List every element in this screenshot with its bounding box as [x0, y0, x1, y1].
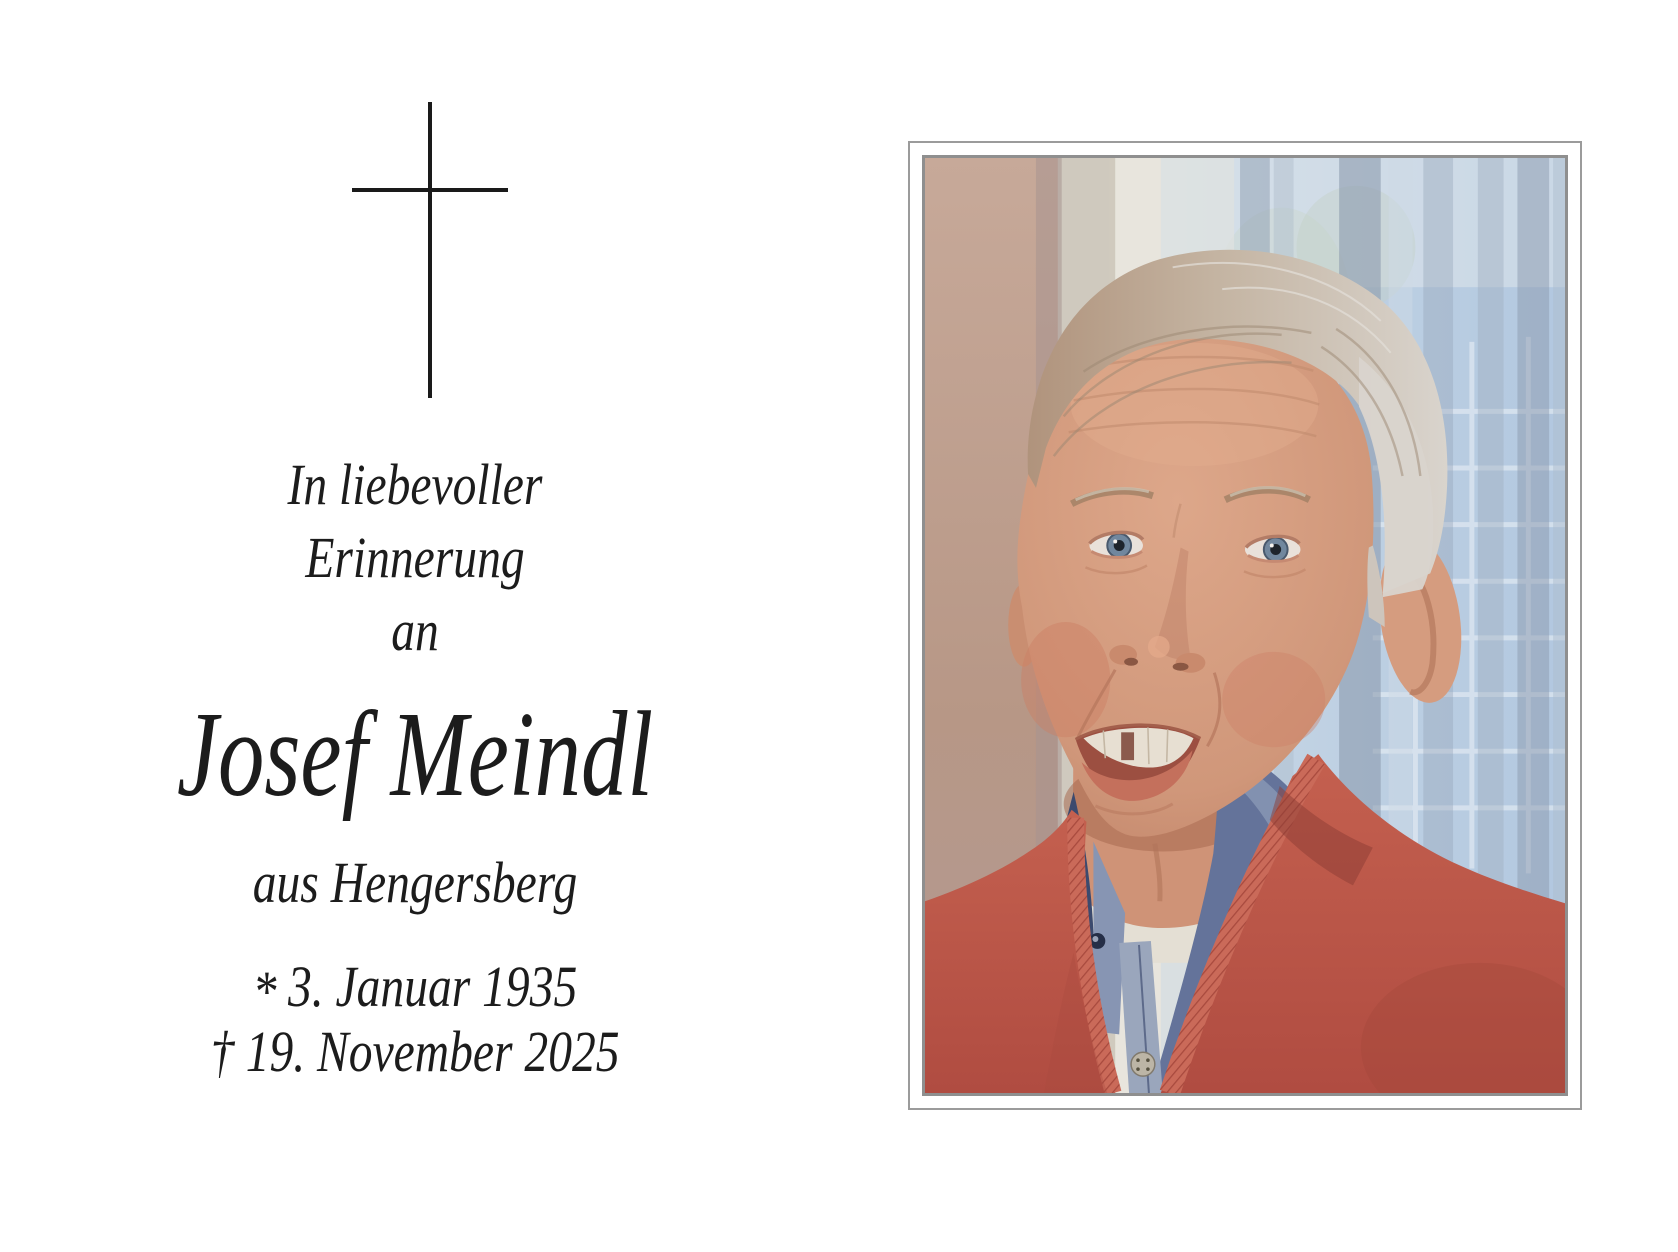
life-dates [5, 954, 825, 1084]
death-date: 19. November 2025 [245, 1019, 620, 1084]
cross-icon [345, 96, 515, 406]
born-symbol: * [252, 959, 277, 1024]
death-line [79, 1019, 751, 1084]
portrait-photo [922, 155, 1568, 1096]
died-symbol: † [210, 1019, 235, 1084]
intro-line: Erinnerung [305, 525, 525, 590]
memorial-intro [5, 448, 825, 667]
deceased-name: Josef Meindl [176, 687, 654, 822]
intro-line: In liebevoller [287, 452, 543, 517]
memorial-text-column [5, 0, 825, 1252]
birth-date: 3. Januar 1935 [287, 954, 578, 1019]
photo-frame [908, 141, 1582, 1110]
intro-line: an [391, 598, 439, 663]
origin-line: aus Hengersberg [252, 850, 578, 915]
birth-line [79, 954, 751, 1024]
